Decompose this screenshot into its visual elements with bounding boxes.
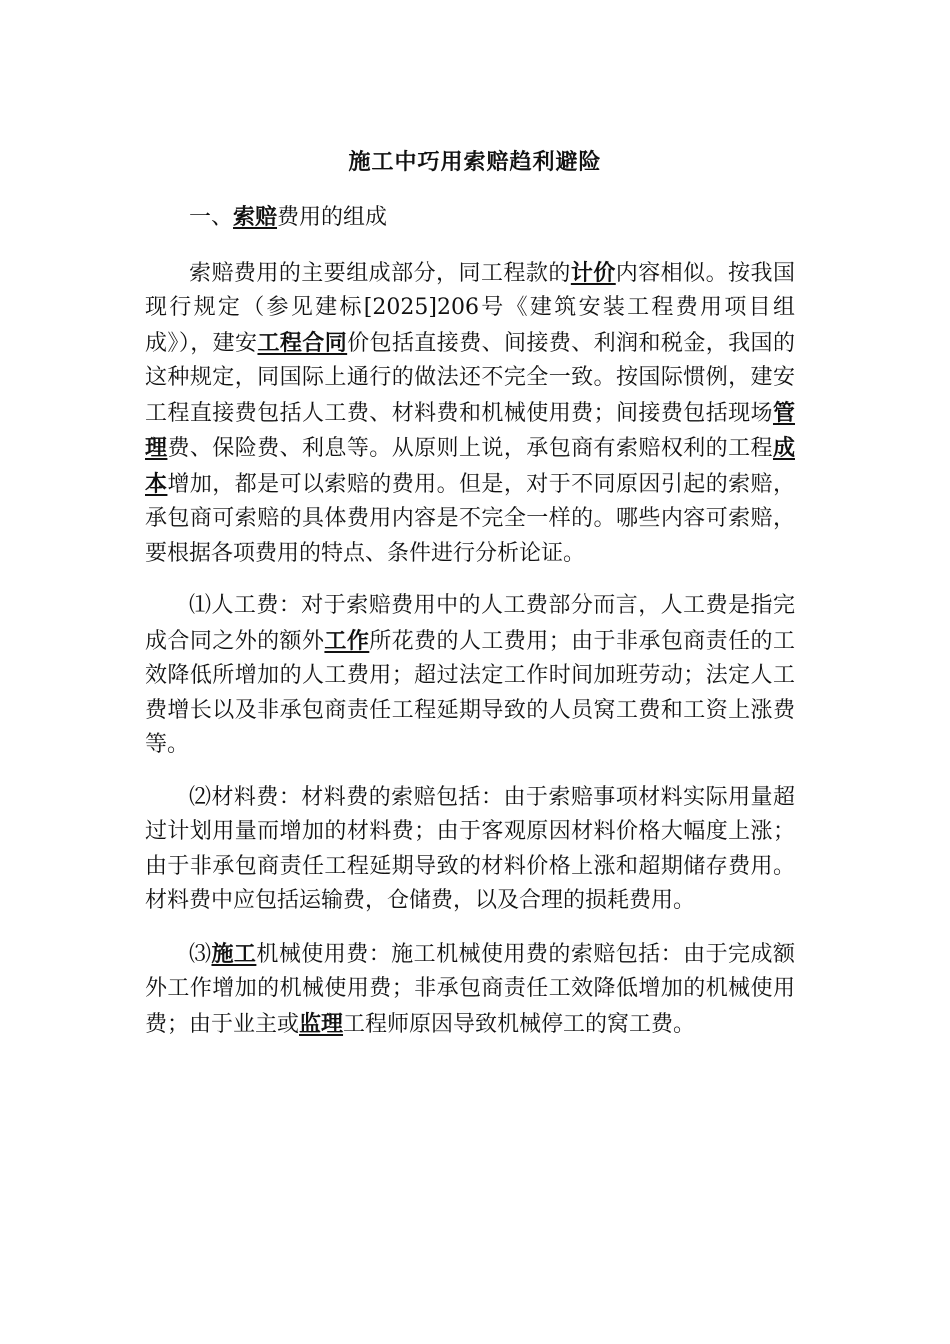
keyword-link-jijia[interactable]: 计价	[570, 259, 616, 286]
text-run: 所花费的人工费用；由于非承包商责任的工效降低所增加的人工费用；超过法定工作时间加班劳动；法定人工费增长以及非承包商责任工程延期导致的人员窝工费和工资上涨费等。	[145, 628, 795, 757]
text-run: 增加，都是可以索赔的费用。但是，对于不同原因引起的索赔，承包商可索赔的具体费用内容是不完全一样的。哪些内容可索赔，要根据各项费用的特点、条件进行分析论证。	[145, 471, 795, 566]
text-run: 价包括直接费、间接费、利润和税金，我国的这种规定，同国际上通行的做法还不完全一致。按国际惯例，建安工程直接费包括人工费、材料费和机械使用费；间接费包括现场	[145, 330, 795, 426]
text-run: ⑴人工费：对于索赔费用中的人工费部分而言，人工费是指完成合同之外的额外	[145, 593, 795, 654]
labor-cost-paragraph	[145, 589, 795, 763]
text-run: 索赔费用的主要组成部分，同工程款的	[189, 260, 571, 286]
section-number: 一、	[189, 205, 234, 230]
intro-paragraph	[145, 256, 795, 572]
text-run: 机械使用费：施工机械使用费的索赔包括：由于完成额外工作增加的机械使用费；非承包商责任工效降低增加的机械使用费；由于业主或	[145, 941, 795, 1037]
text-run: 内容相似。按我国现行规定（参见建标[2025]206号《建筑安装工程费用项目组成》），建安	[145, 260, 795, 356]
material-cost-paragraph	[145, 781, 795, 919]
keyword-link-gongcheng-hetong[interactable]: 工程合同	[257, 329, 348, 356]
keyword-link-suopei[interactable]: 索赔	[233, 204, 278, 230]
text-run: ⑶	[189, 941, 212, 967]
keyword-link-gongzuo[interactable]: 工作	[324, 627, 370, 654]
keyword-link-jianli[interactable]: 监理	[299, 1010, 344, 1037]
keyword-link-guanli[interactable]: 管理	[145, 399, 795, 461]
section-heading	[145, 200, 795, 236]
text-run: ⑵材料费：材料费的索赔包括：由于索赔事项材料实际用量超过计划用量而增加的材料费；由于客观原因材料价格大幅度上涨；由于非承包商责任工程延期导致的材料价格上涨和超期储存费用。材料费中应包括运输费，仓储费，以及合理的损耗费用。	[145, 784, 795, 913]
text-run: 工程师原因导致机械停工的窝工费。	[343, 1011, 696, 1037]
keyword-link-shigong[interactable]: 施工	[211, 940, 257, 967]
text-run: 费、保险费、利息等。从原则上说，承包商有索赔权利的工程	[167, 436, 773, 461]
document-title: 施工中巧用索赔趋利避险	[348, 150, 602, 175]
keyword-link-chengben[interactable]: 成本	[145, 435, 795, 497]
document-body	[145, 200, 795, 1060]
machinery-cost-paragraph	[145, 937, 795, 1043]
section-heading-text: 费用的组成	[277, 205, 388, 230]
